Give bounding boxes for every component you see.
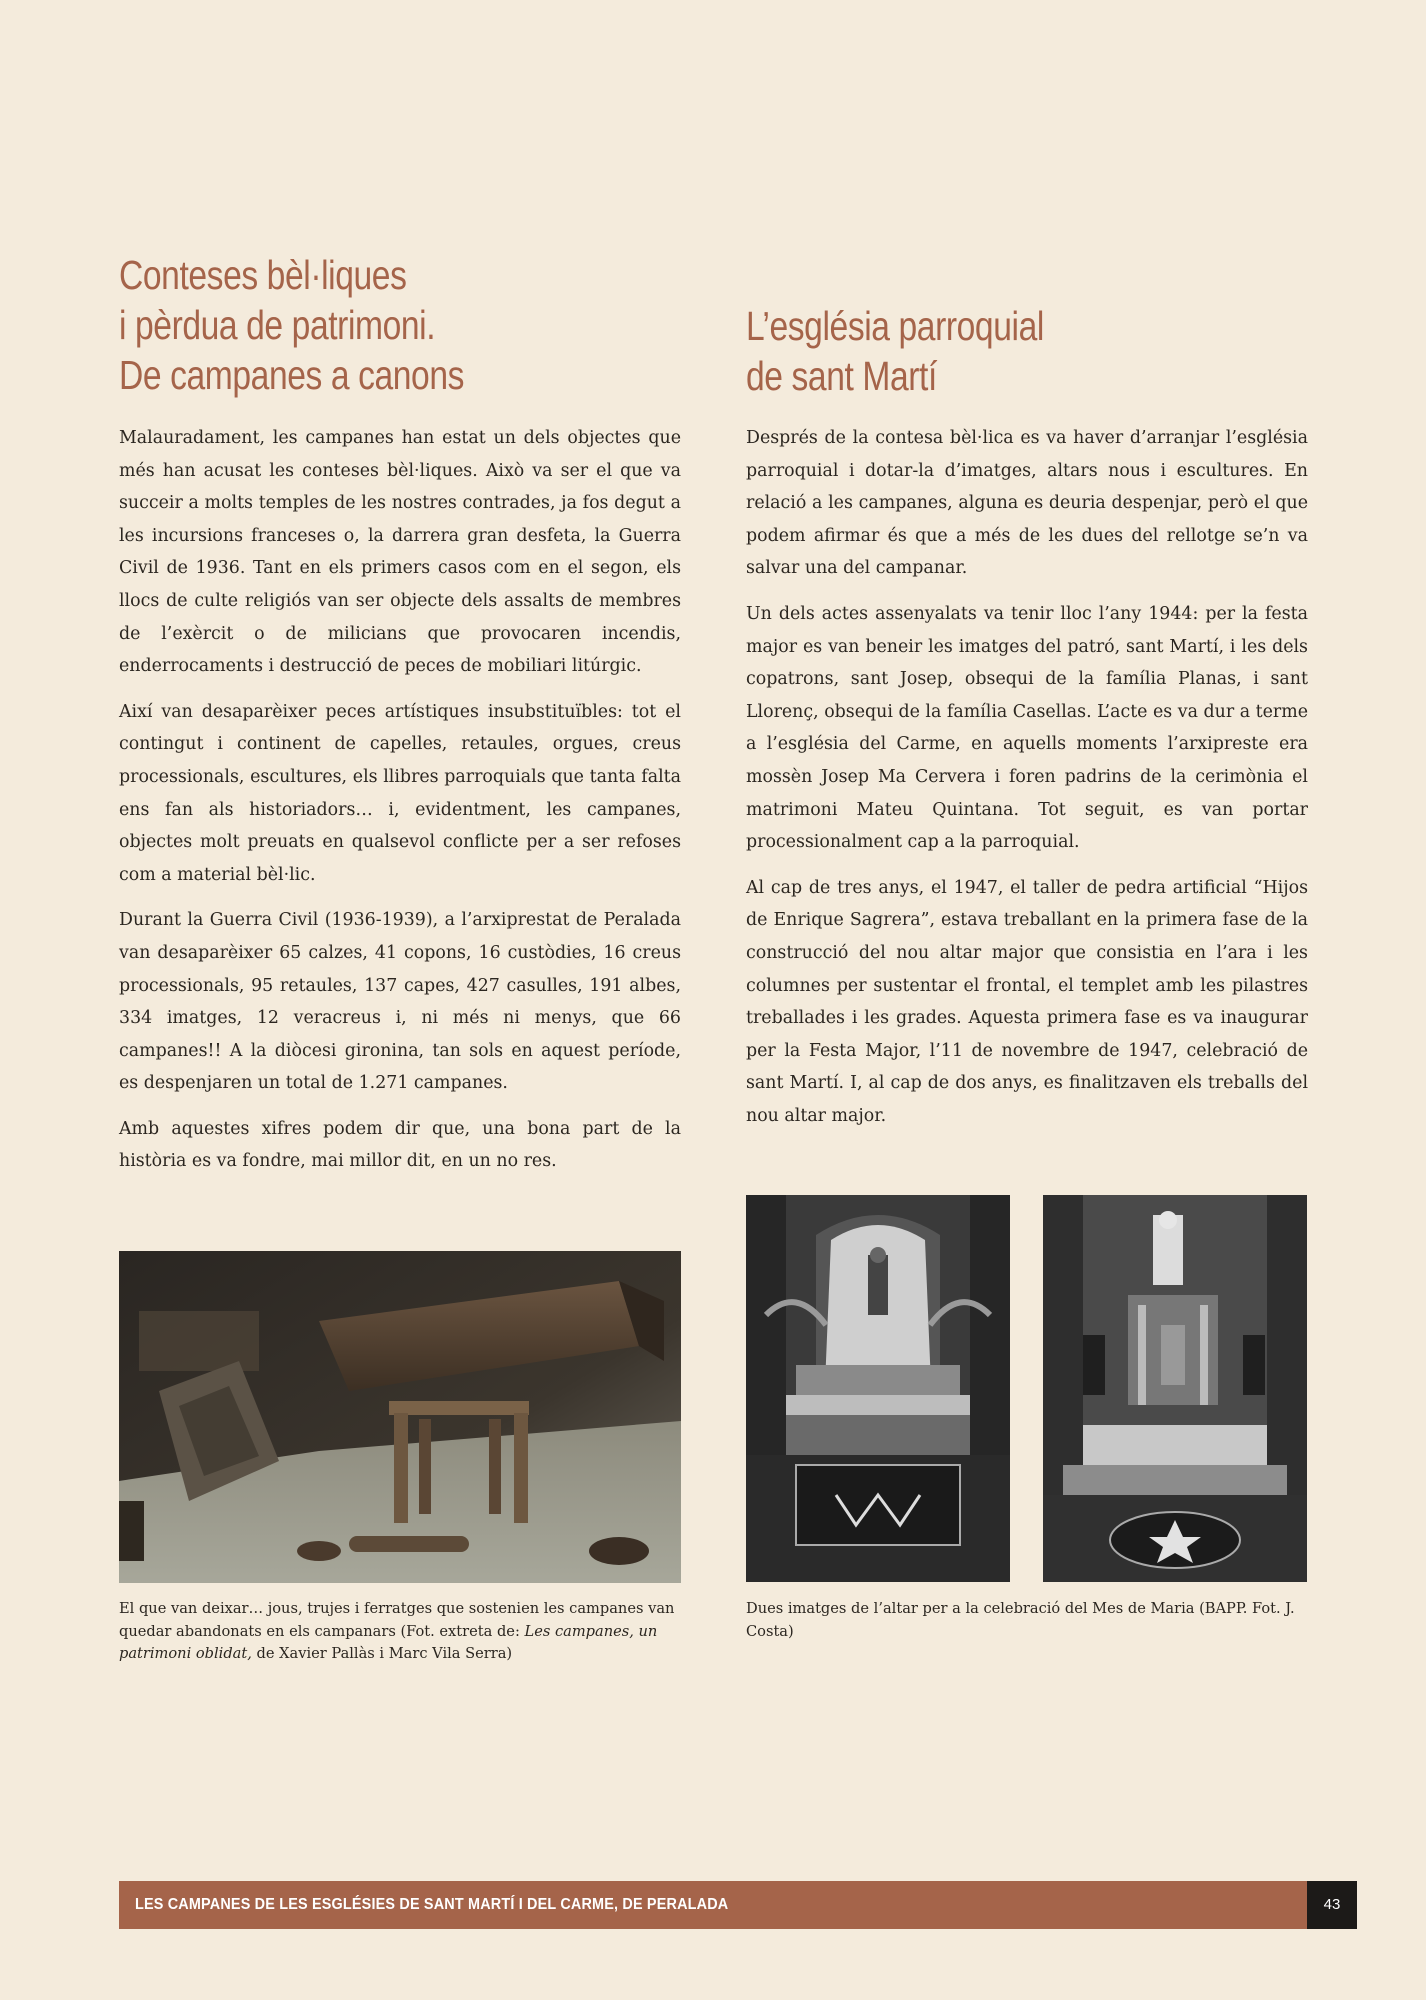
section-heading-left [119,250,464,400]
footer-band [119,1881,1307,1929]
body-text-left [119,422,681,1191]
heading-line: Conteses bèl·liques [119,252,407,298]
altar-photo-1 [746,1195,1010,1582]
heading-line: L’església parroquial [746,303,1044,349]
heading-line: De campanes a canons [119,352,465,398]
photo-caption-left [119,1598,681,1666]
altar-photo-2 [1043,1195,1307,1582]
paragraph: Així van desaparèixer peces artístiques insubstituïbles: tot el contingut i continent de capelles, retaules, orgues, creus processionals, escultures, els llibres parroquials que tanta falta ens fan als historiadors… i, evidentment, les campanes, objectes molt preuats en qualsevol conflicte per a ser refoses com a material bèl·lic. [119,701,681,885]
body-text-right [746,422,1308,1145]
caption-book-title: Les campanes, un patrimoni oblidat, [119,1622,658,1662]
photo-caption-right: Dues imatges de l’altar per a la celebració del Mes de Maria (BAPP. Fot. J. Costa) [746,1600,1295,1640]
bell-yokes-photo [119,1251,681,1583]
heading-line: de sant Martí [746,353,937,399]
paragraph: Al cap de tres anys, el 1947, el taller de pedra artificial “Hijos de Enrique Sagrera”, estava treballant en la primera fase de la construcció del nou altar major que consistia en l’ara i les columnes per sustentar el frontal, el templet amb les pilastres treballades i les grades. Aquesta primera fase es va inaugurar per la Festa Major, l’11 de novembre de 1947, celebració de sant Martí. I, al cap de dos anys, es finalitzaven els treballs del nou altar major. [746,877,1308,1126]
section-heading-right [746,301,1044,401]
caption-authors: de Xavier Pallàs i Marc Vila Serra) [251,1645,513,1662]
paragraph: Malauradament, les campanes han estat un dels objectes que més han acusat les conteses bèl·liques. Això va ser el que va succeir a molts temples de les nostres contrades, ja fos degut a les incursions franceses o, la darrera gran desfeta, la Guerra Civil de 1936. Tant en els primers casos com en el segon, els llocs de culte religiós van ser objecte dels assalts de membres de l’exèrcit o de milicians que provocaren incendis, enderrocaments i destrucció de peces de mobiliari litúrgic. [119,428,681,677]
page-number: 43 [1307,1881,1357,1929]
paragraph: Durant la Guerra Civil (1936-1939), a l’arxiprestat de Peralada van desaparèixer 65 calzes, 41 copons, 16 custòdies, 16 creus processionals, 95 retaules, 137 capes, 427 casulles, 191 albes, 334 imatges, 12 veracreus i, ni més ni menys, que 66 campanes!! A la diòcesi gironina, tan sols en aquest període, es despenjaren un total de 1.271 campanes. [119,910,681,1094]
caption-text: El que van deixar… jous, trujes i ferratges que sostenien les campanes van quedar abandonats en els campanars (Fot. extreta de: [119,1600,675,1640]
paragraph: Un dels actes assenyalats va tenir lloc l’any 1944: per la festa major es van beneir les imatges del patró, sant Martí, i les dels copatrons, sant Josep, obsequi de la família Planas, i sant Llorenç, obsequi de la família Casellas. L’acte es va dur a terme a l’església del Carme, en aquells moments l’arxipreste era mossèn Josep Ma Cervera i foren padrins de la cerimònia el matrimoni Mateu Quintana. Tot seguit, es van portar processionalment cap a la parroquial. [746,603,1308,853]
heading-line: i pèrdua de patrimoni. [119,302,436,348]
paragraph: Després de la contesa bèl·lica es va haver d’arranjar l’església parroquial i dotar-la d’imatges, altars nous i escultures. En relació a les campanes, alguna es deuria despenjar, però el que podem afirmar és que a més de les dues del rellotge se’n va salvar una del campanar. [746,428,1308,579]
running-footer-title: LES CAMPANES DE LES ESGLÉSIES DE SANT MARTÍ I DEL CARME, DE PERALADA [135,1896,729,1913]
paragraph: Amb aquestes xifres podem dir que, una bona part de la història es va fondre, mai millor dit, en un no res. [119,1118,681,1172]
